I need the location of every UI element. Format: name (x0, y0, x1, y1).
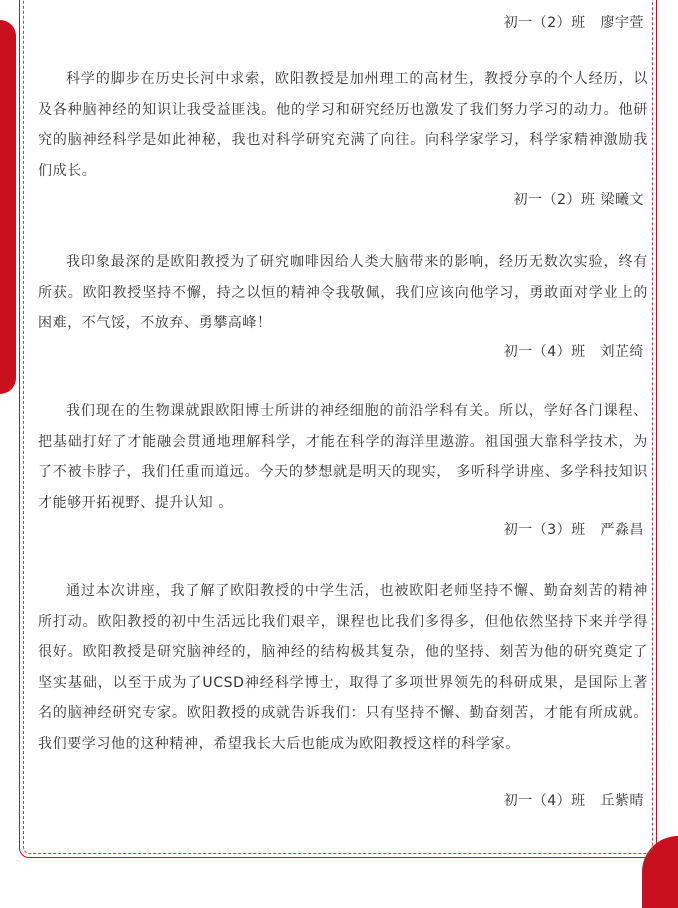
signature-4: 初一（3）班 严淼昌 (503, 522, 644, 538)
paragraph-4: 我们现在的生物课就跟欧阳博士所讲的神经细胞的前沿学科有关。所以，学好各门课程、把基础打好了才能融会贯通地理解科学，才能在科学的海洋里遨游。祖国强大靠科学技术，为了不被卡脖子，我们任重而道远。今天的梦想就是明天的现实， 多听科学讲座、多学科技知识才能够开拓视野、提升认知 。 (38, 403, 648, 511)
paragraph-3: 我印象最深的是欧阳教授为了研究咖啡因给人类大脑带来的影响，经历无数次实验，终有所获。欧阳教授坚持不懈，持之以恒的精神令我敬佩，我们应该向他学习，勇敢面对学业上的困难，不气馁，不放弃、勇攀高峰！ (38, 254, 648, 331)
decor-left-red-bar (0, 20, 16, 394)
paragraph-5: 通过本次讲座，我了解了欧阳教授的中学生活，也被欧阳老师坚持不懈、勤奋刻苦的精神所打动。欧阳教授的初中生活远比我们艰辛，课程也比我们多得多，但他依然坚持下来并学得很好。欧阳教授是研究脑神经的，脑神经的结构极其复杂，他的坚持、刻苦为他的研究奠定了坚实基础，以至于成为了UCSD神经科学博士，取得了多项世界领先的科研成果，是国际上著名的脑神经研究专家。欧阳教授的成就告诉我们：只有坚持不懈、勤奋刻苦，才能有所成就。我们要学习他的这种精神，希望我长大后也能成为欧阳教授这样的科学家。 (38, 583, 648, 752)
signature-2: 初一（2）班 梁曦文 (513, 192, 644, 208)
signature-1: 初一（2）班 廖宇萱 (503, 15, 644, 31)
signature-3: 初一（4）班 刘芷绮 (503, 344, 644, 360)
paragraph-2: 科学的脚步在历史长河中求索，欧阳教授是加州理工的高材生，教授分享的个人经历，以及各种脑神经的知识让我受益匪浅。他的学习和研究经历也激发了我们努力学习的动力。他研究的脑神经科学是如此神秘，我也对科学研究充满了向往。向科学家学习，科学家精神激励我们成长。 (38, 71, 648, 179)
signature-5: 初一（4）班 丘紫晴 (503, 793, 644, 809)
